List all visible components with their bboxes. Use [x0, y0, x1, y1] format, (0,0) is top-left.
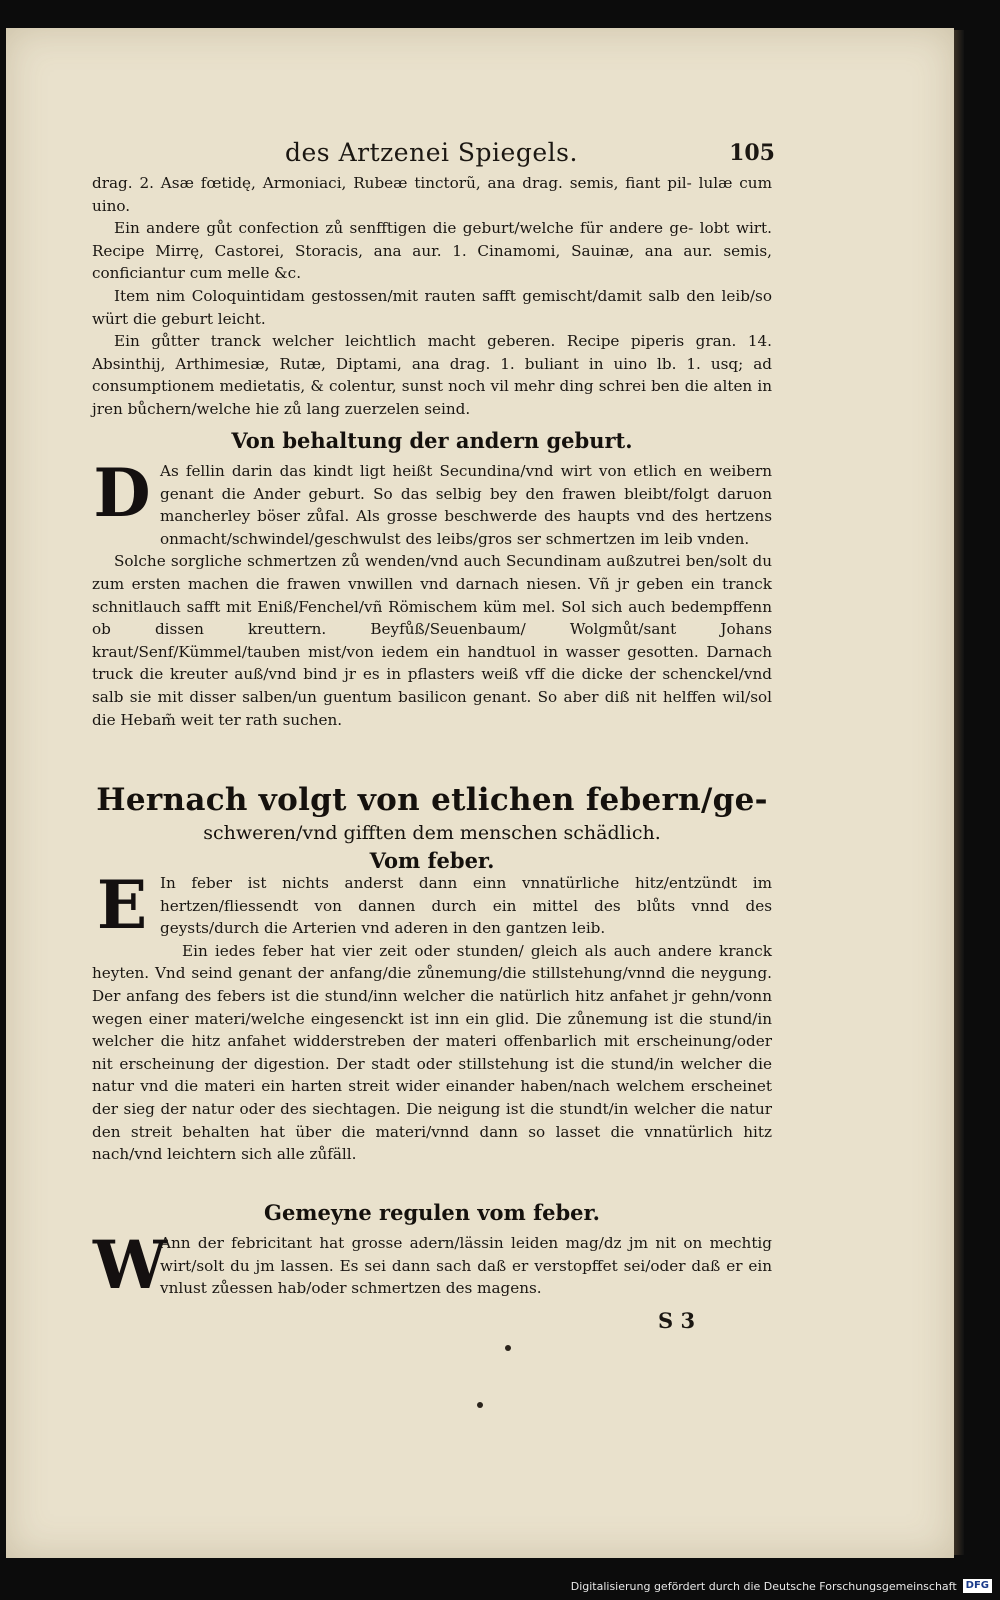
page-number: 105: [729, 140, 775, 166]
signature-mark: S 3: [658, 1308, 696, 1333]
paragraph: Ein iedes feber hat vier zeit oder stunden/ gleich als auch andere kranck heyten. Vnd seind genant der anfang/die zůnemung/die stillstehung/vnnd die neygung. Der anfang des febers ist die stund/inn welcher die natürlich hitz anfahet jr gehn/vonn wegen einer materi/welche eingesenckt ist inn ein glid. Die zůnemung ist die stund/in welcher die hitz anfahet widderstreben der materi offenbarlich mit erscheinung/oder nit erscheinung der digestion. Der stadt oder stillstehung ist die stund/in welcher die natur vnd die materi ein harten streit wider einander haben/nach welchem erscheinet der sieg der natur oder des siechtagen. Die neigung ist die stundt/in welcher die natur den streit behalten hat über die materi/vnnd dann so lasset die vnnatürlich hitz nach/vnd leichtern sich alle zůfäll.: [92, 941, 772, 1164]
paragraph: Ein gůtter tranck welcher leichtlich macht geberen. Recipe piperis gran. 14. Absinthij, Arthimesiæ, Rutæ, Diptami, ana drag. 1. buliant in uino lb. 1. usq; ad consumptionem medietatis, & colentur, sunst noch vil mehr ding schrei ben die alten in jren bůchern/welche hie zů lang zuerzelen seind.: [92, 332, 772, 418]
section-heading: Gemeyne regulen vom feber.: [264, 1200, 600, 1225]
ink-dot: [477, 1402, 483, 1408]
paragraph: drag. 2. Asæ fœtidę, Armoniaci, Rubeæ tinctorũ, ana drag. semis, fiant pil- lulæ cum uino.: [92, 174, 772, 215]
footer: [571, 1578, 992, 1594]
paragraph: D As fellin darin das kindt ligt heißt Secundina/vnd wirt von etlich en weibern genant die Ander geburt. So das selbig bey den frawen bleibt/folgt daruon mancherley böser zůfal. Als grosse beschwerde des haupts vnd des hertzens onmacht/schwindel/geschwulst des leibs/gros ser schmertzen im leib vnden.: [93, 454, 772, 548]
page-edge: [954, 30, 964, 1555]
recipe-block: [92, 172, 772, 421]
dfg-logo: DFG: [963, 1579, 992, 1593]
secundina-block: [92, 454, 772, 731]
decorated-initial: E: [96, 866, 148, 944]
decorated-initial: W: [93, 1226, 168, 1304]
feber-block: [92, 866, 772, 1166]
ink-dot: [505, 1345, 511, 1351]
regulen-block: [92, 1226, 772, 1304]
section-heading: Vom feber.: [369, 848, 495, 873]
running-title: des Artzenei Spiegels.: [285, 138, 578, 167]
chapter-heading-line1: Hernach volgt von etlichen febern/ge-: [96, 782, 768, 818]
paragraph: Ein andere gůt confection zů senfftigen die geburt/welche für andere ge- lobt wirt. Recipe Mirrę, Castorei, Storacis, ana aur. 1. Cinamomi, Sauinæ, ana aur. semis, conficiantur cum melle &c.: [92, 219, 772, 283]
paragraph: W Ann der febricitant hat grosse adern/lässin leiden mag/dz jm nit on mechtig wirt/solt du jm lassen. Es sei dann sach daß er verstopffet sei/oder daß er ein vnlust zůessen hab/oder schmertzen des magens.: [93, 1226, 772, 1304]
paragraph: Solche sorgliche schmertzen zů wenden/vnd auch Secundinam außzutrei ben/solt du zum ersten machen die frawen vnwillen vnd darnach niesen. Vñ jr geben ein tranck schnitlauch safft mit Eniß/Fenchel/vñ Römischem küm mel. Sol sich auch bedempffenn ob dissen kreuttern. Beyfůß/Seuenbaum/ Wolgmůt/sant Johans kraut/Senf/Kümmel/tauben mist/von iedem ein handtuol in wasser gesotten. Darnach truck die kreuter auß/vnd bind jr es in pflasters weiß vff die dicke der schenckel/vnd salb sie mit disser salben/un guentum basilicon genant. So aber diß nit helffen wil/sol die Hebam̃ weit ter rath suchen.: [92, 552, 772, 729]
paragraph: E In feber ist nichts anderst dann einn vnnatürliche hitz/entzündt im hertzen/fliessendt von dannen durch ein mittel des blůts vnnd des geysts/durch die Arterien vnd aderen in den gantzen leib.: [92, 872, 772, 940]
running-head: [285, 138, 775, 174]
section-heading: Von behaltung der andern geburt.: [231, 428, 633, 453]
footer-text: Digitalisierung gefördert durch die Deutsche Forschungsgemeinschaft: [570, 1579, 957, 1593]
decorated-initial: D: [93, 454, 151, 532]
chapter-heading-line2: schweren/vnd gifften dem menschen schädlich.: [203, 822, 661, 844]
paragraph: Item nim Coloquintidam gestossen/mit rauten safft gemischt/damit salb den leib/so würt die geburt leicht.: [92, 286, 772, 328]
